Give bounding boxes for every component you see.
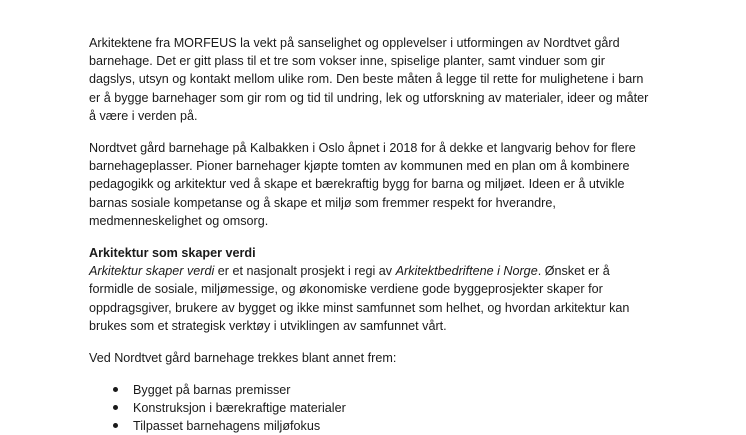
- document-page: [89, 34, 649, 435]
- list-item-text: Konstruksjon i bærekraftige materialer: [133, 401, 346, 416]
- project-paragraph: [89, 262, 649, 335]
- organization-name-italic: Arkitektbedriftene i Norge: [395, 264, 538, 279]
- project-text-2: . Ønsket er å formidle de sosiale, miljømessige, og økonomiske verdiene gode byggeprosjekter skaper for oppdragsgiver, brukere av bygget og ikke minst samfunnet som helhet, og hvordan arkitektur kan brukes som et strategisk verktøy i utviklingen av samfunnet vårt.: [89, 264, 630, 333]
- section-heading: Arkitektur som skaper verdi: [89, 246, 256, 261]
- bullet-icon: [113, 405, 118, 410]
- list-item-text: Tilpasset barnehagens miljøfokus: [133, 419, 321, 434]
- project-text-1: er et nasjonalt prosjekt i regi av: [214, 264, 396, 279]
- highlights-intro: Ved Nordtvet gård barnehage trekkes blant annet frem:: [89, 351, 397, 366]
- bullet-icon: [113, 423, 118, 428]
- bullet-icon: [113, 387, 118, 392]
- background-paragraph: Nordtvet gård barnehage på Kalbakken i Oslo åpnet i 2018 for å dekke et langvarig behov for flere barnehageplasser. Pioner barnehager kjøpte tomten av kommunen med en plan om å kombinere pedagogikk og arkitektur ved å skape et bærekraftig bygg for barna og miljøet. Ideen er å utvikle barnas sosiale kompetanse og å skape et miljø som fremmer respekt for hverandre, medmenneskelighet og omsorg.: [89, 141, 636, 228]
- intro-paragraph: Arkitektene fra MORFEUS la vekt på sanselighet og opplevelser i utformingen av Nordtvet gård barnehage. Det er gitt plass til et tre som vokser inne, spiselige planter, samt vinduer som gir dagslys, utsyn og kontakt mellom ulike rom. Den beste måten å legge til rette for mulighetene i barn er å bygge barnehager som gir rom og tid til undring, lek og utforskning av materialer, ideer og måter å være i verden på.: [89, 36, 649, 123]
- list-item: [89, 381, 649, 399]
- project-name-italic: Arkitektur skaper verdi: [89, 264, 215, 279]
- list-item-text: Bygget på barnas premisser: [133, 383, 291, 398]
- list-item: [89, 399, 649, 417]
- highlights-list: [89, 381, 649, 435]
- list-item: [89, 417, 649, 435]
